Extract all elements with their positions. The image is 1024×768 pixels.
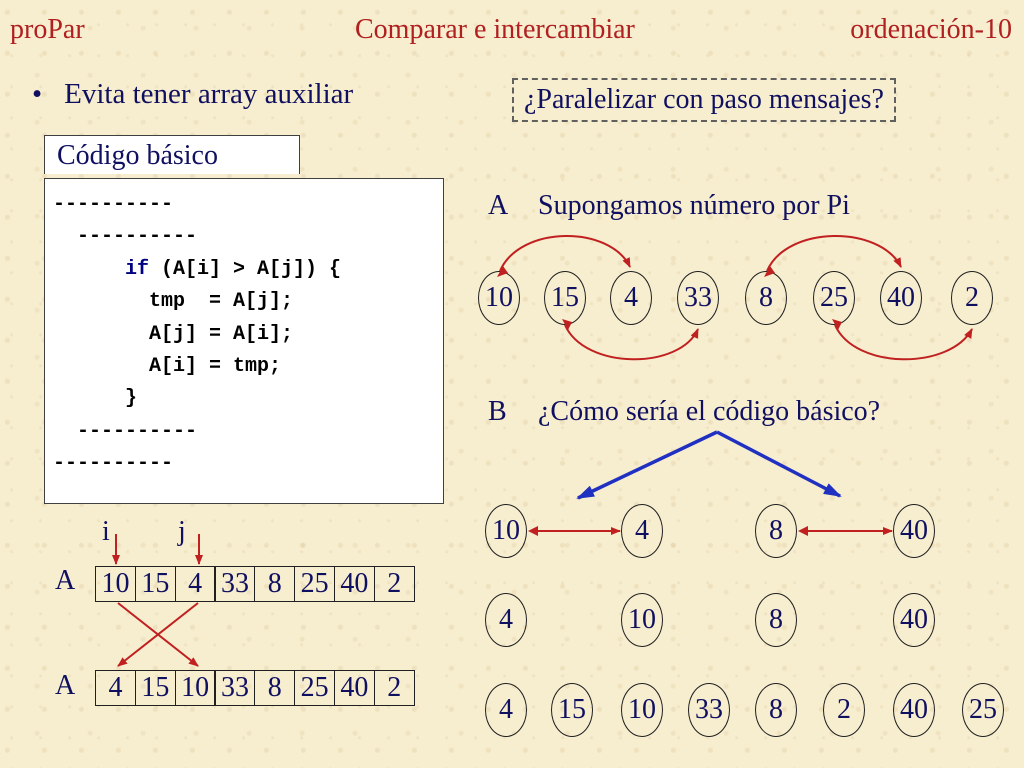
- value-circle: 4: [485, 683, 527, 737]
- value-circle: 10: [478, 271, 520, 325]
- array-cell: 25: [294, 670, 335, 706]
- index-j-label: j: [178, 516, 186, 547]
- array-label-after: A: [55, 670, 76, 701]
- blue-arrow-left: [578, 432, 717, 498]
- array-cell: 8: [254, 566, 295, 602]
- arc-bottom-2: [835, 325, 972, 359]
- code-line-5: A[j] = A[i];: [149, 322, 294, 346]
- code-line-7: }: [125, 387, 138, 411]
- value-circle: 10: [621, 683, 663, 737]
- array-cell: 15: [135, 670, 176, 706]
- array-cell: 10: [175, 670, 216, 706]
- value-circle: 40: [893, 683, 935, 737]
- array-cell: 8: [254, 670, 295, 706]
- code-line-9: ----------: [53, 452, 174, 476]
- double-arrow-1-start: [528, 526, 538, 536]
- code-line-1: ----------: [53, 193, 174, 216]
- code-line-4: tmp = A[j];: [149, 290, 294, 314]
- array-cell: 33: [214, 566, 255, 602]
- section-a-letter: A: [488, 190, 509, 221]
- array-cell: 40: [334, 670, 375, 706]
- array-cell: 4: [95, 670, 136, 706]
- section-a-text: Supongamos número por Pi: [538, 190, 850, 221]
- section-b-text: ¿Cómo sería el código básico?: [538, 396, 881, 427]
- value-circle: 40: [893, 504, 935, 558]
- value-circle: 15: [551, 683, 593, 737]
- array-cell: 4: [175, 566, 216, 602]
- value-circle: 8: [755, 593, 797, 647]
- code-line-3: (A[i] > A[j]) {: [149, 257, 342, 281]
- slide-number: ordenación-10: [850, 14, 1012, 45]
- array-cell: 40: [334, 566, 375, 602]
- value-circle: 10: [485, 504, 527, 558]
- array-label-before: A: [55, 565, 76, 596]
- value-circle: 2: [823, 683, 865, 737]
- value-circle: 8: [755, 504, 797, 558]
- array-cell: 2: [374, 670, 415, 706]
- header-left: proPar: [10, 14, 85, 45]
- code-line-6: A[i] = tmp;: [149, 355, 282, 379]
- value-circle: 8: [745, 271, 787, 325]
- value-circle: 4: [610, 271, 652, 325]
- index-i-label: i: [102, 516, 110, 547]
- array-cell: 10: [95, 566, 136, 602]
- value-circle: 40: [880, 271, 922, 325]
- array-cell: 33: [214, 670, 255, 706]
- value-circle: 15: [544, 271, 586, 325]
- value-circle: 40: [893, 593, 935, 647]
- code-line-2: ----------: [77, 225, 198, 249]
- arc-top-2-start: [764, 266, 775, 277]
- code-line-8: ----------: [77, 419, 198, 443]
- arc-top-1-start: [497, 266, 508, 277]
- value-circle: 10: [621, 593, 663, 647]
- value-circle: 4: [621, 504, 663, 558]
- value-circle: 25: [962, 683, 1004, 737]
- value-circle: 8: [755, 683, 797, 737]
- value-circle: 2: [951, 271, 993, 325]
- arc-bottom-1: [565, 325, 698, 359]
- bullet-text: Evita tener array auxiliar: [64, 78, 354, 110]
- code-tab: Código básico: [44, 135, 300, 174]
- code-keyword-if: if: [125, 257, 150, 281]
- question-box: ¿Paralelizar con paso mensajes?: [512, 78, 896, 122]
- slide-title: Comparar e intercambiar: [355, 14, 635, 45]
- bullet-dot-icon: •: [32, 78, 43, 110]
- blue-arrow-right: [717, 432, 840, 496]
- arc-top-1: [500, 236, 630, 271]
- section-b-letter: B: [488, 396, 507, 427]
- value-circle: 25: [813, 271, 855, 325]
- array-cell: 25: [294, 566, 335, 602]
- array-cell: 15: [135, 566, 176, 602]
- arc-top-2: [767, 236, 901, 271]
- value-circle: 4: [485, 593, 527, 647]
- double-arrow-2-start: [798, 526, 808, 536]
- value-circle: 33: [688, 683, 730, 737]
- array-cell: 2: [374, 566, 415, 602]
- value-circle: 33: [677, 271, 719, 325]
